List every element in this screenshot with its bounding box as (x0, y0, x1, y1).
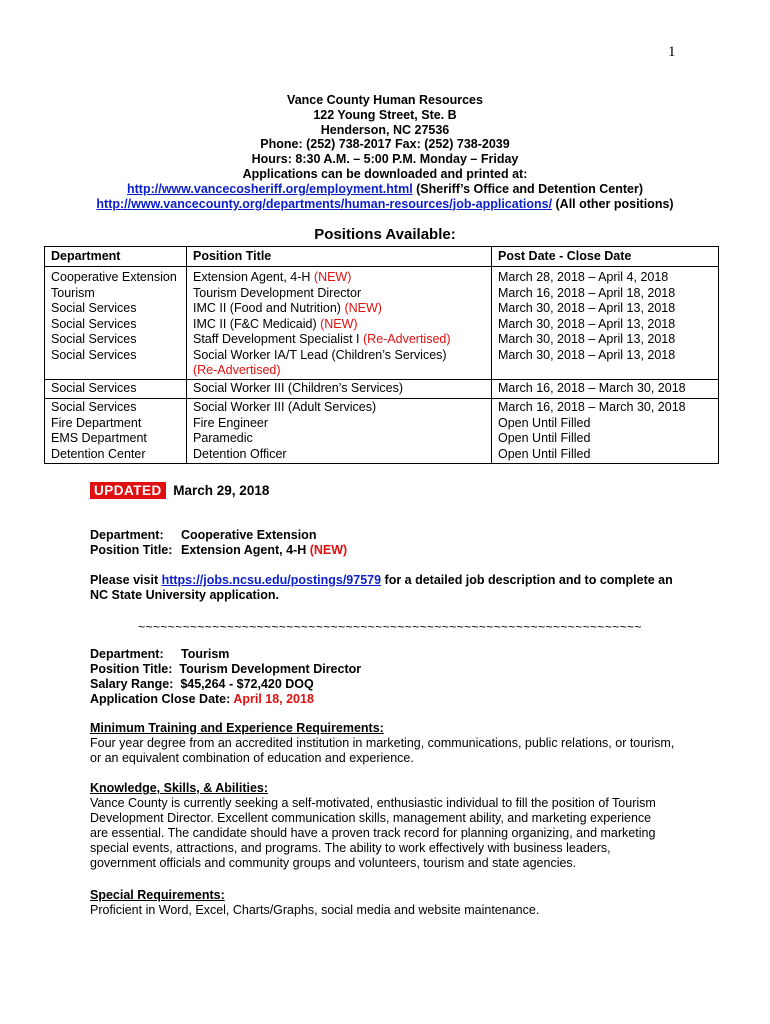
special-requirements-heading: Special Requirements: (90, 888, 225, 902)
row-department: Social Services (45, 399, 187, 416)
table-row (45, 431, 719, 447)
row-position: Social Worker III (Adult Services) (187, 399, 492, 416)
job2-close-date: April 18, 2018 (233, 692, 314, 706)
min-requirements-heading: Minimum Training and Experience Requirements: (90, 721, 384, 735)
row-dates: Open Until Filled (492, 431, 719, 447)
table-row (45, 332, 719, 348)
updated-badge: UPDATED (90, 482, 166, 499)
section-separator: ~~~~~~~~~~~~~~~~~~~~~~~~~~~~~~~~~~~~~~~~~~~~~~~~~~~~~~~~~~~~~~~~~~~~ (138, 620, 642, 634)
job1-details (90, 528, 690, 558)
updated-notice (90, 483, 269, 498)
updated-date: March 29, 2018 (173, 483, 270, 498)
page-number: 1 (668, 44, 676, 60)
table-row (45, 379, 719, 399)
table-row (45, 399, 719, 416)
row-department: Social Services (45, 348, 187, 380)
job1-title-label: Position Title: (90, 543, 173, 557)
table-row (45, 416, 719, 432)
job2-department: Tourism (181, 647, 230, 661)
ksa-section: Knowledge, Skills, & Abilities: Vance County is currently seeking a self-motivated, enthusiastic individual to fill the position of Tourism Development Director. Excellent communication skills, management ability, and marketing experience are essential. The candidate should have a proven track record for planning organizing, and marketing special events, attractions, and programs. The ability to work effectively with business leaders, government officials and community groups and volunteers, tourism and state agencies. (90, 781, 690, 871)
job2-salary-label: Salary Range: (90, 677, 174, 691)
table-row (45, 267, 719, 286)
new-flag: (NEW) (320, 316, 358, 331)
org-name: Vance County Human Resources (287, 93, 483, 107)
job1-title: Extension Agent, 4-H (181, 543, 310, 557)
table-row (45, 447, 719, 464)
row-department: EMS Department (45, 431, 187, 447)
row-dates: March 28, 2018 – April 4, 2018 (492, 267, 719, 286)
ksa-heading: Knowledge, Skills, & Abilities: (90, 781, 269, 795)
ncsu-posting-link[interactable]: https://jobs.ncsu.edu/postings/97579 (161, 573, 382, 587)
row-dates: March 30, 2018 – April 13, 2018 (492, 332, 719, 348)
header-position-title: Position Title (187, 247, 492, 267)
row-position: IMC II (Food and Nutrition) (NEW) (187, 301, 492, 317)
job2-details (90, 647, 690, 707)
special-requirements-section: Special Requirements: Proficient in Word, Excel, Charts/Graphs, social media and website maintenance. (90, 888, 690, 918)
job2-dept-label: Department: (90, 647, 164, 661)
letterhead (0, 93, 770, 211)
job1-visit: Please visit https://jobs.ncsu.edu/postings/97579 for a detailed job description and to complete an NC State University application. (90, 573, 673, 602)
job2-salary: $45,264 - $72,420 DOQ (180, 677, 314, 691)
row-dates: March 30, 2018 – April 13, 2018 (492, 301, 719, 317)
row-department: Social Services (45, 379, 187, 399)
table-row (45, 286, 719, 302)
sheriff-employment-link[interactable]: http://www.vancecosheriff.org/employment.html (126, 181, 413, 196)
job1-dept-label: Department: (90, 528, 164, 542)
office-hours: Hours: 8:30 A.M. – 5:00 P.M. Monday – Friday (251, 152, 519, 167)
row-department: Social Services (45, 301, 187, 317)
table-row (45, 317, 719, 333)
row-department: Tourism (45, 286, 187, 302)
row-position: Paramedic (187, 431, 492, 447)
new-flag: (NEW) (313, 270, 352, 284)
sheriff-link-line (0, 182, 770, 197)
row-department: Social Services (45, 317, 187, 333)
readvertised-flag: (Re-Advertised) (193, 363, 281, 377)
job1-department: Cooperative Extension (181, 528, 317, 542)
row-position: Social Worker IA/T Lead (Children’s Services) (Re-Advertised) (187, 348, 492, 380)
row-dates: March 16, 2018 – March 30, 2018 (492, 379, 719, 399)
min-requirements-section: Minimum Training and Experience Requirements: Four year degree from an accredited institution in marketing, communications, public relations, or tourism, or an equivalent combination of education and experience. (90, 721, 690, 766)
row-position: IMC II (F&C Medicaid) (NEW) (187, 317, 492, 333)
readvertised-flag: (Re-Advertised) (363, 332, 451, 346)
header-department: Department (45, 247, 187, 267)
row-position: Staff Development Specialist I (Re-Advertised) (187, 332, 492, 348)
positions-title: Positions Available: (314, 226, 456, 243)
positions-table (44, 246, 719, 464)
row-position: Tourism Development Director (187, 286, 492, 302)
row-department: Fire Department (45, 416, 187, 432)
county-link-note: (All other positions) (552, 196, 674, 211)
job2-title-label: Position Title: (90, 662, 173, 676)
header-dates: Post Date - Close Date (492, 247, 719, 267)
city-address: Henderson, NC 27536 (320, 122, 450, 137)
apply-note: Applications can be downloaded and printed at: (242, 166, 528, 181)
new-flag: (NEW) (309, 543, 348, 557)
row-department: Detention Center (45, 447, 187, 464)
row-dates: March 16, 2018 – April 18, 2018 (492, 286, 719, 302)
table-row (45, 348, 719, 380)
row-position: Detention Officer (187, 447, 492, 464)
row-dates: March 30, 2018 – April 13, 2018 (492, 317, 719, 333)
row-dates: March 16, 2018 – March 30, 2018 (492, 399, 719, 416)
sheriff-link-note: (Sheriff’s Office and Detention Center) (412, 181, 644, 196)
row-department: Cooperative Extension (45, 267, 187, 286)
row-position: Extension Agent, 4-H (NEW) (187, 267, 492, 286)
row-position: Social Worker III (Children’s Services) (187, 379, 492, 399)
row-department: Social Services (45, 332, 187, 348)
job2-close-label: Application Close Date: (90, 692, 234, 706)
row-dates: Open Until Filled (492, 416, 719, 432)
phone-fax: Phone: (252) 738-2017 Fax: (252) 738-2039 (260, 137, 510, 152)
table-row (45, 301, 719, 317)
row-dates: Open Until Filled (492, 447, 719, 464)
row-dates: March 30, 2018 – April 13, 2018 (492, 348, 719, 380)
row-position: Fire Engineer (187, 416, 492, 432)
job2-title: Tourism Development Director (179, 662, 362, 676)
county-link-line (0, 197, 770, 212)
county-applications-link[interactable]: http://www.vancecounty.org/departments/human-resources/job-applications/ (96, 196, 553, 211)
table-header-row (45, 247, 719, 267)
street-address: 122 Young Street, Ste. B (313, 107, 457, 122)
new-flag: (NEW) (344, 301, 382, 315)
